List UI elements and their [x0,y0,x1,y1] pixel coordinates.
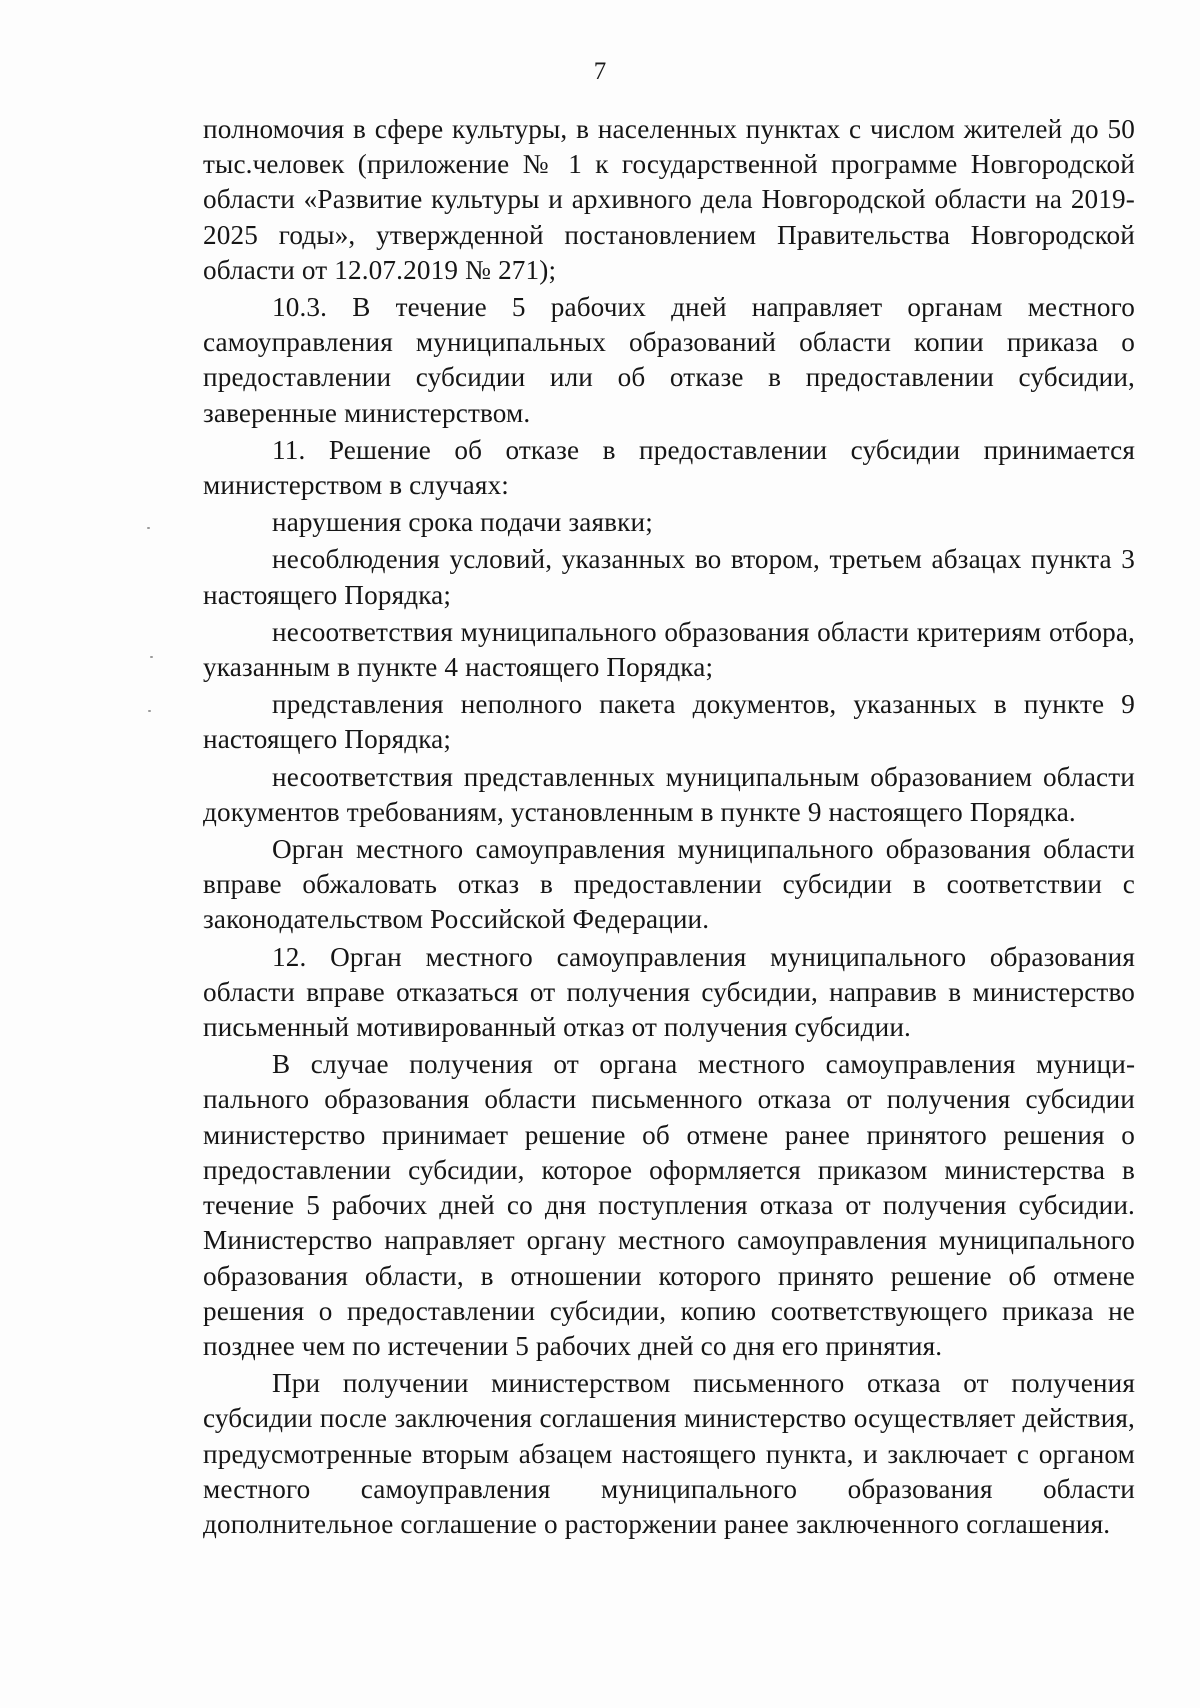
paragraph-12: 12. Орган местного самоуправления муниципального образования области вправе отказаться от получения субсидии, направив в министерство письменный мотивированный отказ от получения субсидии. [203,941,1135,1043]
document-body [203,112,1135,1542]
refusal-reason-deadline: нарушения срока подачи заявки; [272,507,653,538]
paragraph-10-3: 10.3. В течение 5 рабочих дней направляет органам местного самоуправления муниципальных образований области копии приказа о предоставлении субсидии или об отказе в предоставлении субсидии, заверенные министерством. [203,292,1135,428]
refusal-reason-criteria: несоответствия муниципального образования области критериям отбора, указанным в пункте 4 настоящего Порядка; [203,616,1135,683]
paragraph-11: 11. Решение об отказе в предоставлении субсидии принимается министерством в случаях: [203,434,1135,501]
paragraph-continuation: полномочия в сфере культуры, в населенных пунктах с числом жителей до 50 тыс.человек (приложение № 1 к государственной программе Новгородской области «Развитие культуры и архивного дела Новгородской области на 2019-2025 годы», утвержденной постановлением Правительства Новгородской области от 12.07.2019 № 271); [203,114,1135,285]
paragraph-after-agreement: При получении министерством письменного отказа от получения субсидии после заключения соглашения министерство осуществляет действия, предусмотренные вторым абзацем настоящего пункта, и заключает с органом местного самоуправления муниципального образования области дополнительное соглашение о расторжении ранее заключенного соглашения. [203,1368,1135,1539]
refusal-reason-incomplete-package: представления неполного пакета документов, указанных в пункте 9 настоящего Порядка; [203,689,1135,755]
scan-speck [147,527,150,529]
paragraph-refusal-procedure: В случае получения от органа местного самоуправления муниципального образования области письменного отказа от получения субсидии министерство принимает решение об отмене ранее принятого решения о предоставлении субсидии, которое оформляется приказом министерства в течение 5 рабочих дней со дня поступления отказа от получения субсидии. Министерство направляет органу местного самоуправления муниципального образования области, в отношении которого принято решение об отмене решения о предоставлении субсидии, копию соответствующего приказа не позднее чем по истечении 5 рабочих дней со дня его принятия. [203,1049,1135,1361]
page-number: 7 [593,58,607,85]
refusal-reason-requirements: несоответствия представленных муниципальным образованием области документов требованиям, установленным в пункте 9 настоящего Порядка. [203,761,1135,827]
refusal-reason-conditions: несоблюдения условий, указанных во втором, третьем абзацах пункта 3 настоящего Порядка; [203,544,1135,610]
scan-speck [150,656,153,658]
scan-speck [148,710,151,712]
paragraph-appeal: Орган местного самоуправления муниципального образования области вправе обжаловать отказ в предоставлении субсидии в соответствии с законодательством Российской Федерации. [203,834,1135,935]
